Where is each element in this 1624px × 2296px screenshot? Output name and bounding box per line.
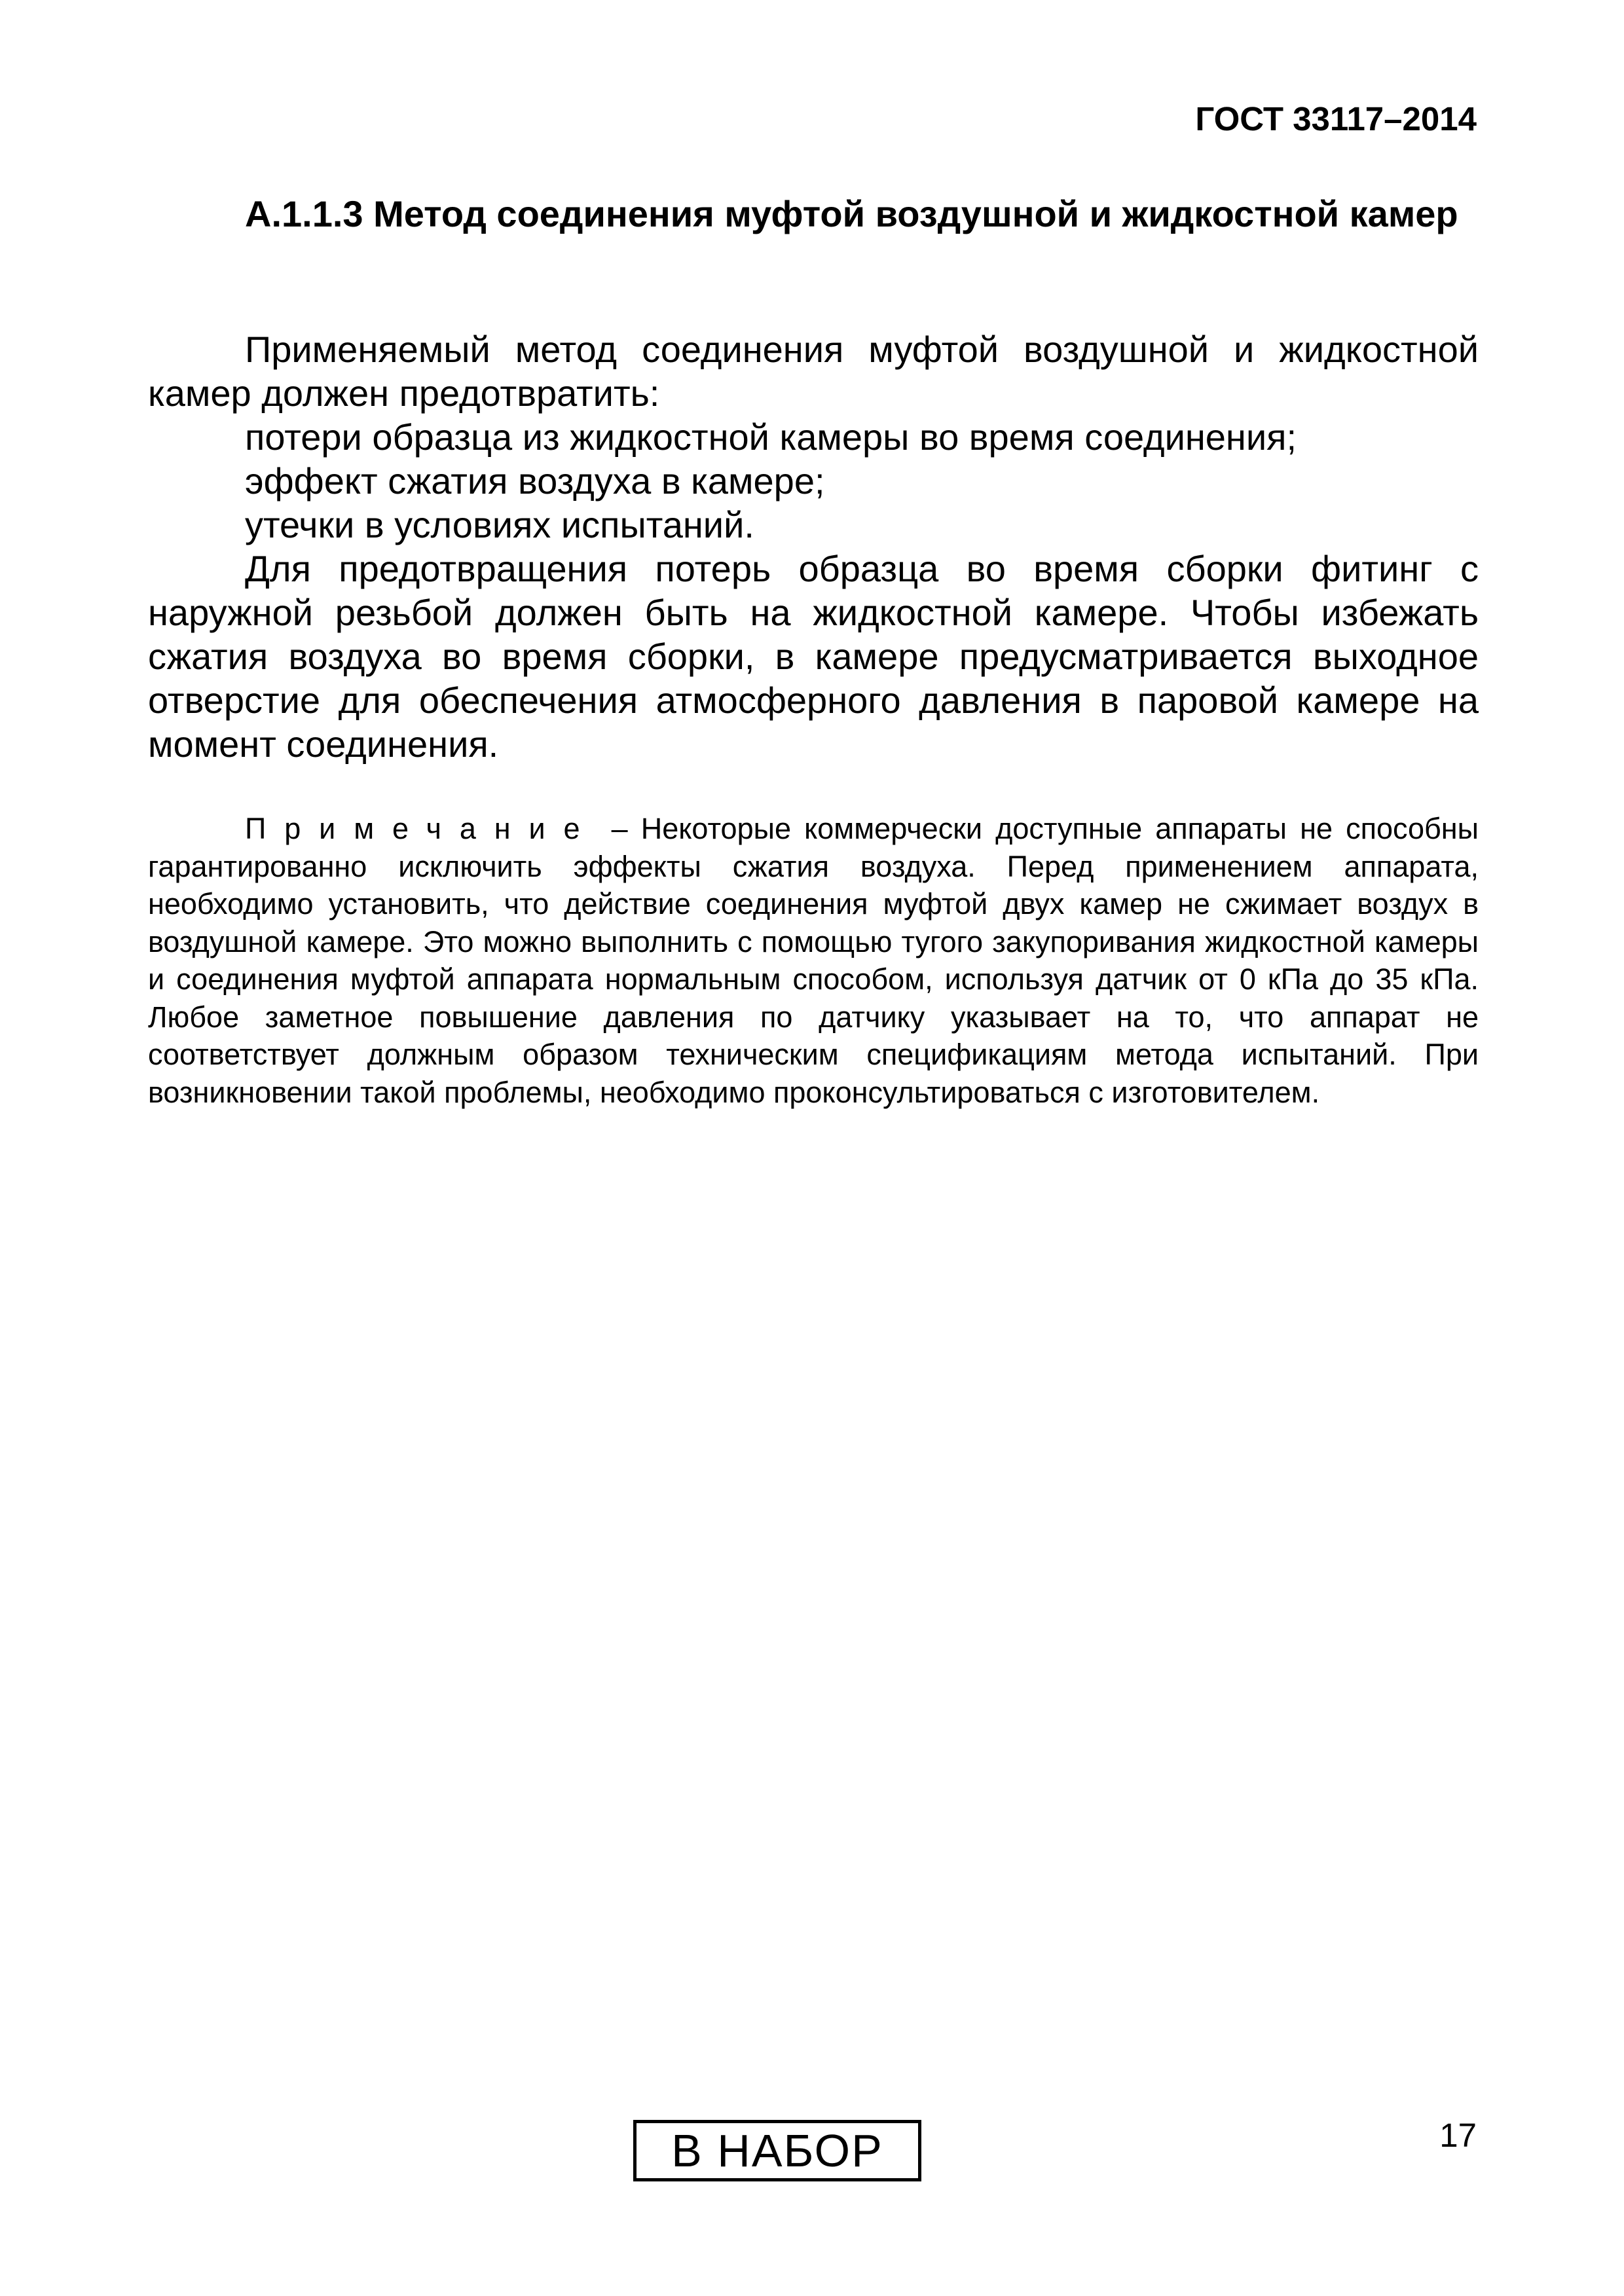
section-heading: А.1.1.3 Метод соединения муфтой воздушной и жидкостной камер — [245, 193, 1458, 234]
note — [148, 810, 1479, 1111]
list-item-sample-loss: потери образца из жидкостной камеры во время соединения; — [245, 416, 1297, 458]
section-body — [148, 327, 1479, 766]
list-item-leaks: утечки в условиях испытаний. — [245, 504, 754, 545]
note-text: – Некоторые коммерчески доступные аппараты не способны гарантированно исключить эффекты сжатия воздуха. Перед применением аппарата, необходимо установить, что действие соединения муфтой двух камер не сжимает воздух в воздушной камере. Это можно выполнить с помощью тугого закупоривания жидкостной камеры и соединения муфтой аппарата нормальным способом, используя датчик от 0 кПа до 35 кПа. Любое заметное повышение давления по датчику указывает на то, что аппарат не соответствует должным образом техническим спецификациям метода испытаний. При возникновении такой проблемы, необходимо проконсультироваться с изготовителем. — [148, 812, 1479, 1109]
typeset-stamp — [633, 2120, 921, 2181]
document-code: ГОСТ 33117–2014 — [1195, 100, 1477, 137]
paragraph-intro: Применяемый метод соединения муфтой воздушной и жидкостной камер должен предотвратить: — [148, 329, 1479, 414]
note-label: Примечание — [245, 812, 599, 845]
stamp-label: В НАБОР — [671, 2125, 883, 2176]
paragraph-prevention: Для предотвращения потерь образца во время сборки фитинг с наружной резьбой должен быть на жидкостной камере. Чтобы избежать сжатия воздуха во время сборки, в камере предусматривается выходное отверстие для обеспечения атмосферного давления в паровой камере на момент соединения. — [148, 548, 1479, 765]
list-item-air-compression: эффект сжатия воздуха в камере; — [245, 460, 825, 501]
page-number: 17 — [1439, 2117, 1477, 2154]
